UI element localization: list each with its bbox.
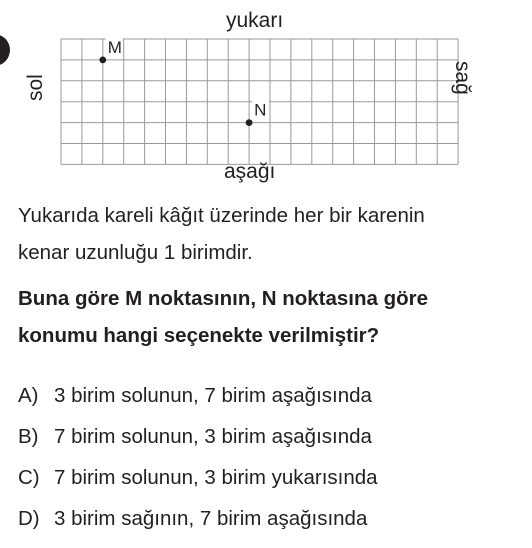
option-c-letter: C) [18, 466, 40, 489]
point-m [99, 57, 106, 64]
point-n [246, 119, 253, 126]
point-label-m: M [107, 37, 122, 57]
question-line-2: konumu hangi seçenekte verilmiştir? [18, 324, 380, 347]
option-b[interactable] [18, 427, 372, 448]
option-d-text: 3 birim sağının, 7 birim aşağısında [54, 507, 368, 530]
point-label-n: N [254, 100, 267, 120]
direction-right-label: sağ [451, 61, 474, 95]
intro-line-2: kenar uzunluğu 1 birimdir. [18, 241, 253, 264]
option-d[interactable] [18, 509, 367, 530]
option-a-text: 3 birim solunun, 7 birim aşağısında [54, 384, 372, 407]
direction-top-label: yukarı [226, 9, 284, 32]
intro-line-1: Yukarıda kareli kâğıt üzerinde her bir karenin [18, 204, 425, 227]
question-line-1: Buna göre M noktasının, N noktasına göre [18, 287, 429, 310]
option-d-letter: D) [18, 507, 40, 530]
option-c[interactable] [18, 468, 378, 489]
option-c-text: 7 birim solunun, 3 birim yukarısında [54, 466, 378, 489]
direction-bottom-label: aşağı [224, 160, 276, 183]
option-a-letter: A) [18, 384, 39, 407]
direction-left-label: sol [24, 74, 47, 101]
option-b-letter: B) [18, 425, 39, 448]
option-b-text: 7 birim solunun, 3 birim aşağısında [54, 425, 372, 448]
option-a[interactable] [18, 386, 372, 407]
